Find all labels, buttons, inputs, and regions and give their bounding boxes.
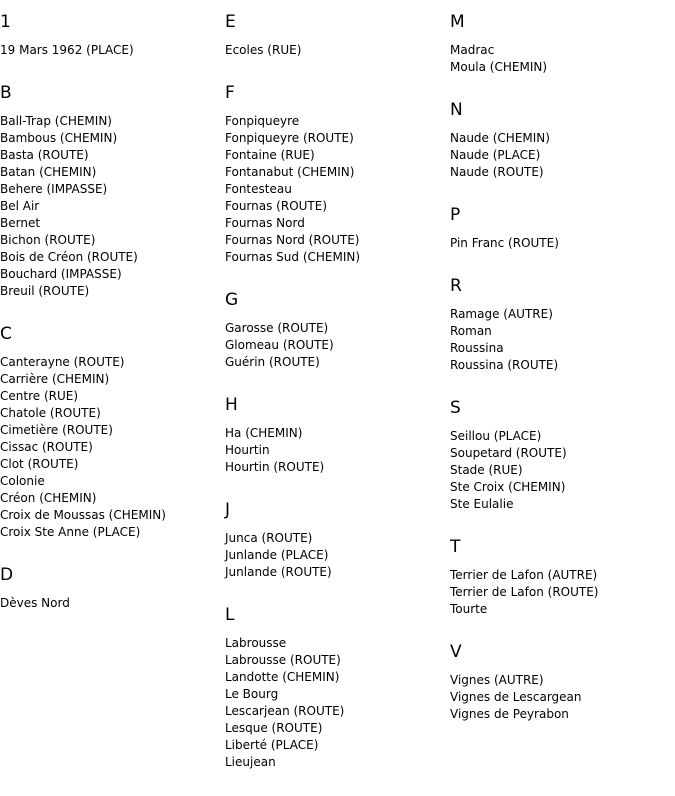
street-item[interactable]: Stade (RUE) — [450, 463, 523, 477]
letter-heading: 1 — [0, 12, 11, 32]
street-item[interactable]: Fontanabut (CHEMIN) — [225, 165, 355, 179]
street-item[interactable]: Bel Air — [0, 199, 40, 213]
street-item[interactable]: Canterayne (ROUTE) — [0, 355, 125, 369]
street-item[interactable]: Vignes de Lescargean — [450, 690, 582, 704]
street-item[interactable]: Hourtin — [225, 443, 270, 457]
street-item[interactable]: Croix de Moussas (CHEMIN) — [0, 508, 166, 522]
street-list — [450, 672, 670, 723]
street-list — [0, 595, 220, 612]
letter-group — [225, 83, 445, 290]
street-item[interactable]: Madrac — [450, 43, 495, 57]
letter-heading: E — [225, 12, 236, 32]
street-item[interactable]: Basta (ROUTE) — [0, 148, 89, 162]
street-item[interactable]: Labrousse (ROUTE) — [225, 653, 341, 667]
street-item[interactable]: Ste Croix (CHEMIN) — [450, 480, 566, 494]
street-item[interactable]: Guérin (ROUTE) — [225, 355, 320, 369]
street-item[interactable]: Ecoles (RUE) — [225, 43, 302, 57]
index-column — [225, 12, 445, 771]
street-list — [450, 235, 670, 252]
letter-heading: B — [0, 83, 12, 103]
street-item[interactable]: Naude (ROUTE) — [450, 165, 544, 179]
street-list — [450, 306, 670, 374]
letter-heading: D — [0, 565, 14, 585]
letter-group — [0, 12, 220, 83]
street-item[interactable]: Le Bourg — [225, 687, 279, 701]
street-item[interactable]: Créon (CHEMIN) — [0, 491, 97, 505]
street-list — [225, 320, 445, 371]
letter-group — [225, 395, 445, 500]
letter-group — [0, 324, 220, 565]
letter-heading: H — [225, 395, 238, 415]
street-item[interactable]: Fontaine (RUE) — [225, 148, 315, 162]
street-item[interactable]: Seillou (PLACE) — [450, 429, 542, 443]
street-item[interactable]: Croix Ste Anne (PLACE) — [0, 525, 141, 539]
street-list — [450, 428, 670, 513]
letter-group — [450, 642, 670, 723]
street-item[interactable]: Vignes (AUTRE) — [450, 673, 544, 687]
street-item[interactable]: Bambous (CHEMIN) — [0, 131, 118, 145]
street-item[interactable]: Batan (CHEMIN) — [0, 165, 97, 179]
letter-heading: F — [225, 83, 235, 103]
street-item[interactable]: Bichon (ROUTE) — [0, 233, 96, 247]
street-item[interactable]: Fournas Nord — [225, 216, 305, 230]
index-column — [450, 12, 670, 723]
street-item[interactable]: Ball-Trap (CHEMIN) — [0, 114, 112, 128]
street-item[interactable]: Ste Eulalie — [450, 497, 514, 511]
letter-group — [450, 398, 670, 537]
street-list — [450, 130, 670, 181]
street-item[interactable]: Lesque (ROUTE) — [225, 721, 323, 735]
street-item[interactable]: Ramage (AUTRE) — [450, 307, 553, 321]
street-item[interactable]: Behere (IMPASSE) — [0, 182, 108, 196]
street-list — [0, 354, 220, 541]
street-item[interactable]: Garosse (ROUTE) — [225, 321, 329, 335]
street-list — [225, 113, 445, 266]
street-item[interactable]: Bois de Créon (ROUTE) — [0, 250, 138, 264]
street-item[interactable]: Fonpiqueyre — [225, 114, 300, 128]
street-item[interactable]: Liberté (PLACE) — [225, 738, 319, 752]
street-list — [225, 425, 445, 476]
street-item[interactable]: Landotte (CHEMIN) — [225, 670, 340, 684]
street-item[interactable]: Naude (CHEMIN) — [450, 131, 550, 145]
street-item[interactable]: Cimetière (ROUTE) — [0, 423, 113, 437]
street-item[interactable]: Fournas Nord (ROUTE) — [225, 233, 360, 247]
street-item[interactable]: Roussina — [450, 341, 504, 355]
letter-heading: P — [450, 205, 461, 225]
letter-heading: M — [450, 12, 465, 32]
letter-group — [225, 500, 445, 605]
street-item[interactable]: Moula (CHEMIN) — [450, 60, 548, 74]
street-item[interactable]: Tourte — [450, 602, 488, 616]
street-item[interactable]: Junlande (PLACE) — [225, 548, 329, 562]
street-item[interactable]: Labrousse — [225, 636, 287, 650]
street-list — [0, 113, 220, 300]
street-item[interactable]: Chatole (ROUTE) — [0, 406, 101, 420]
street-item[interactable]: Colonie — [0, 474, 45, 488]
street-item[interactable]: Clot (ROUTE) — [0, 457, 79, 471]
street-item[interactable]: Junca (ROUTE) — [225, 531, 313, 545]
letter-group — [0, 565, 220, 612]
letter-group — [450, 12, 670, 100]
letter-heading: S — [450, 398, 461, 418]
street-list — [225, 530, 445, 581]
street-item[interactable]: Soupetard (ROUTE) — [450, 446, 567, 460]
street-item[interactable]: Hourtin (ROUTE) — [225, 460, 325, 474]
letter-heading: G — [225, 290, 239, 310]
street-item[interactable]: Junlande (ROUTE) — [225, 565, 332, 579]
street-item[interactable]: Cissac (ROUTE) — [0, 440, 93, 454]
street-list — [225, 42, 445, 59]
letter-group — [225, 605, 445, 771]
street-item[interactable]: Bouchard (IMPASSE) — [0, 267, 122, 281]
letter-heading: V — [450, 642, 462, 662]
letter-group — [0, 83, 220, 324]
street-list — [225, 635, 445, 771]
letter-heading: T — [450, 537, 461, 557]
street-item[interactable]: Roussina (ROUTE) — [450, 358, 559, 372]
street-item[interactable]: Fournas (ROUTE) — [225, 199, 328, 213]
street-item[interactable]: Fonpiqueyre (ROUTE) — [225, 131, 354, 145]
street-item[interactable]: Vignes de Peyrabon — [450, 707, 569, 721]
street-item[interactable]: 19 Mars 1962 (PLACE) — [0, 43, 134, 57]
street-item[interactable]: Terrier de Lafon (AUTRE) — [450, 568, 598, 582]
letter-group — [450, 100, 670, 205]
street-item[interactable]: Fournas Sud (CHEMIN) — [225, 250, 361, 264]
letter-group — [450, 205, 670, 276]
letter-heading: N — [450, 100, 463, 120]
street-item[interactable]: Lieujean — [225, 755, 276, 769]
street-item[interactable]: Roman — [450, 324, 492, 338]
street-item[interactable]: Glomeau (ROUTE) — [225, 338, 334, 352]
street-list — [450, 42, 670, 76]
street-list — [0, 42, 220, 59]
street-item[interactable]: Bernet — [0, 216, 41, 230]
letter-group — [450, 276, 670, 398]
street-item[interactable]: Naude (PLACE) — [450, 148, 541, 162]
street-item[interactable]: Breuil (ROUTE) — [0, 284, 90, 298]
street-item[interactable]: Terrier de Lafon (ROUTE) — [450, 585, 599, 599]
index-column — [0, 12, 220, 612]
street-item[interactable]: Fontesteau — [225, 182, 292, 196]
letter-group — [450, 537, 670, 642]
street-item[interactable]: Pin Franc (ROUTE) — [450, 236, 559, 250]
letter-heading: J — [225, 500, 231, 520]
letter-heading: L — [225, 605, 235, 625]
letter-heading: R — [450, 276, 462, 296]
street-item[interactable]: Dèves Nord — [0, 596, 70, 610]
street-item[interactable]: Centre (RUE) — [0, 389, 79, 403]
street-item[interactable]: Ha (CHEMIN) — [225, 426, 303, 440]
letter-group — [225, 12, 445, 83]
letter-heading: C — [0, 324, 12, 344]
letter-group — [225, 290, 445, 395]
street-item[interactable]: Lescarjean (ROUTE) — [225, 704, 345, 718]
street-list — [450, 567, 670, 618]
street-item[interactable]: Carrière (CHEMIN) — [0, 372, 110, 386]
